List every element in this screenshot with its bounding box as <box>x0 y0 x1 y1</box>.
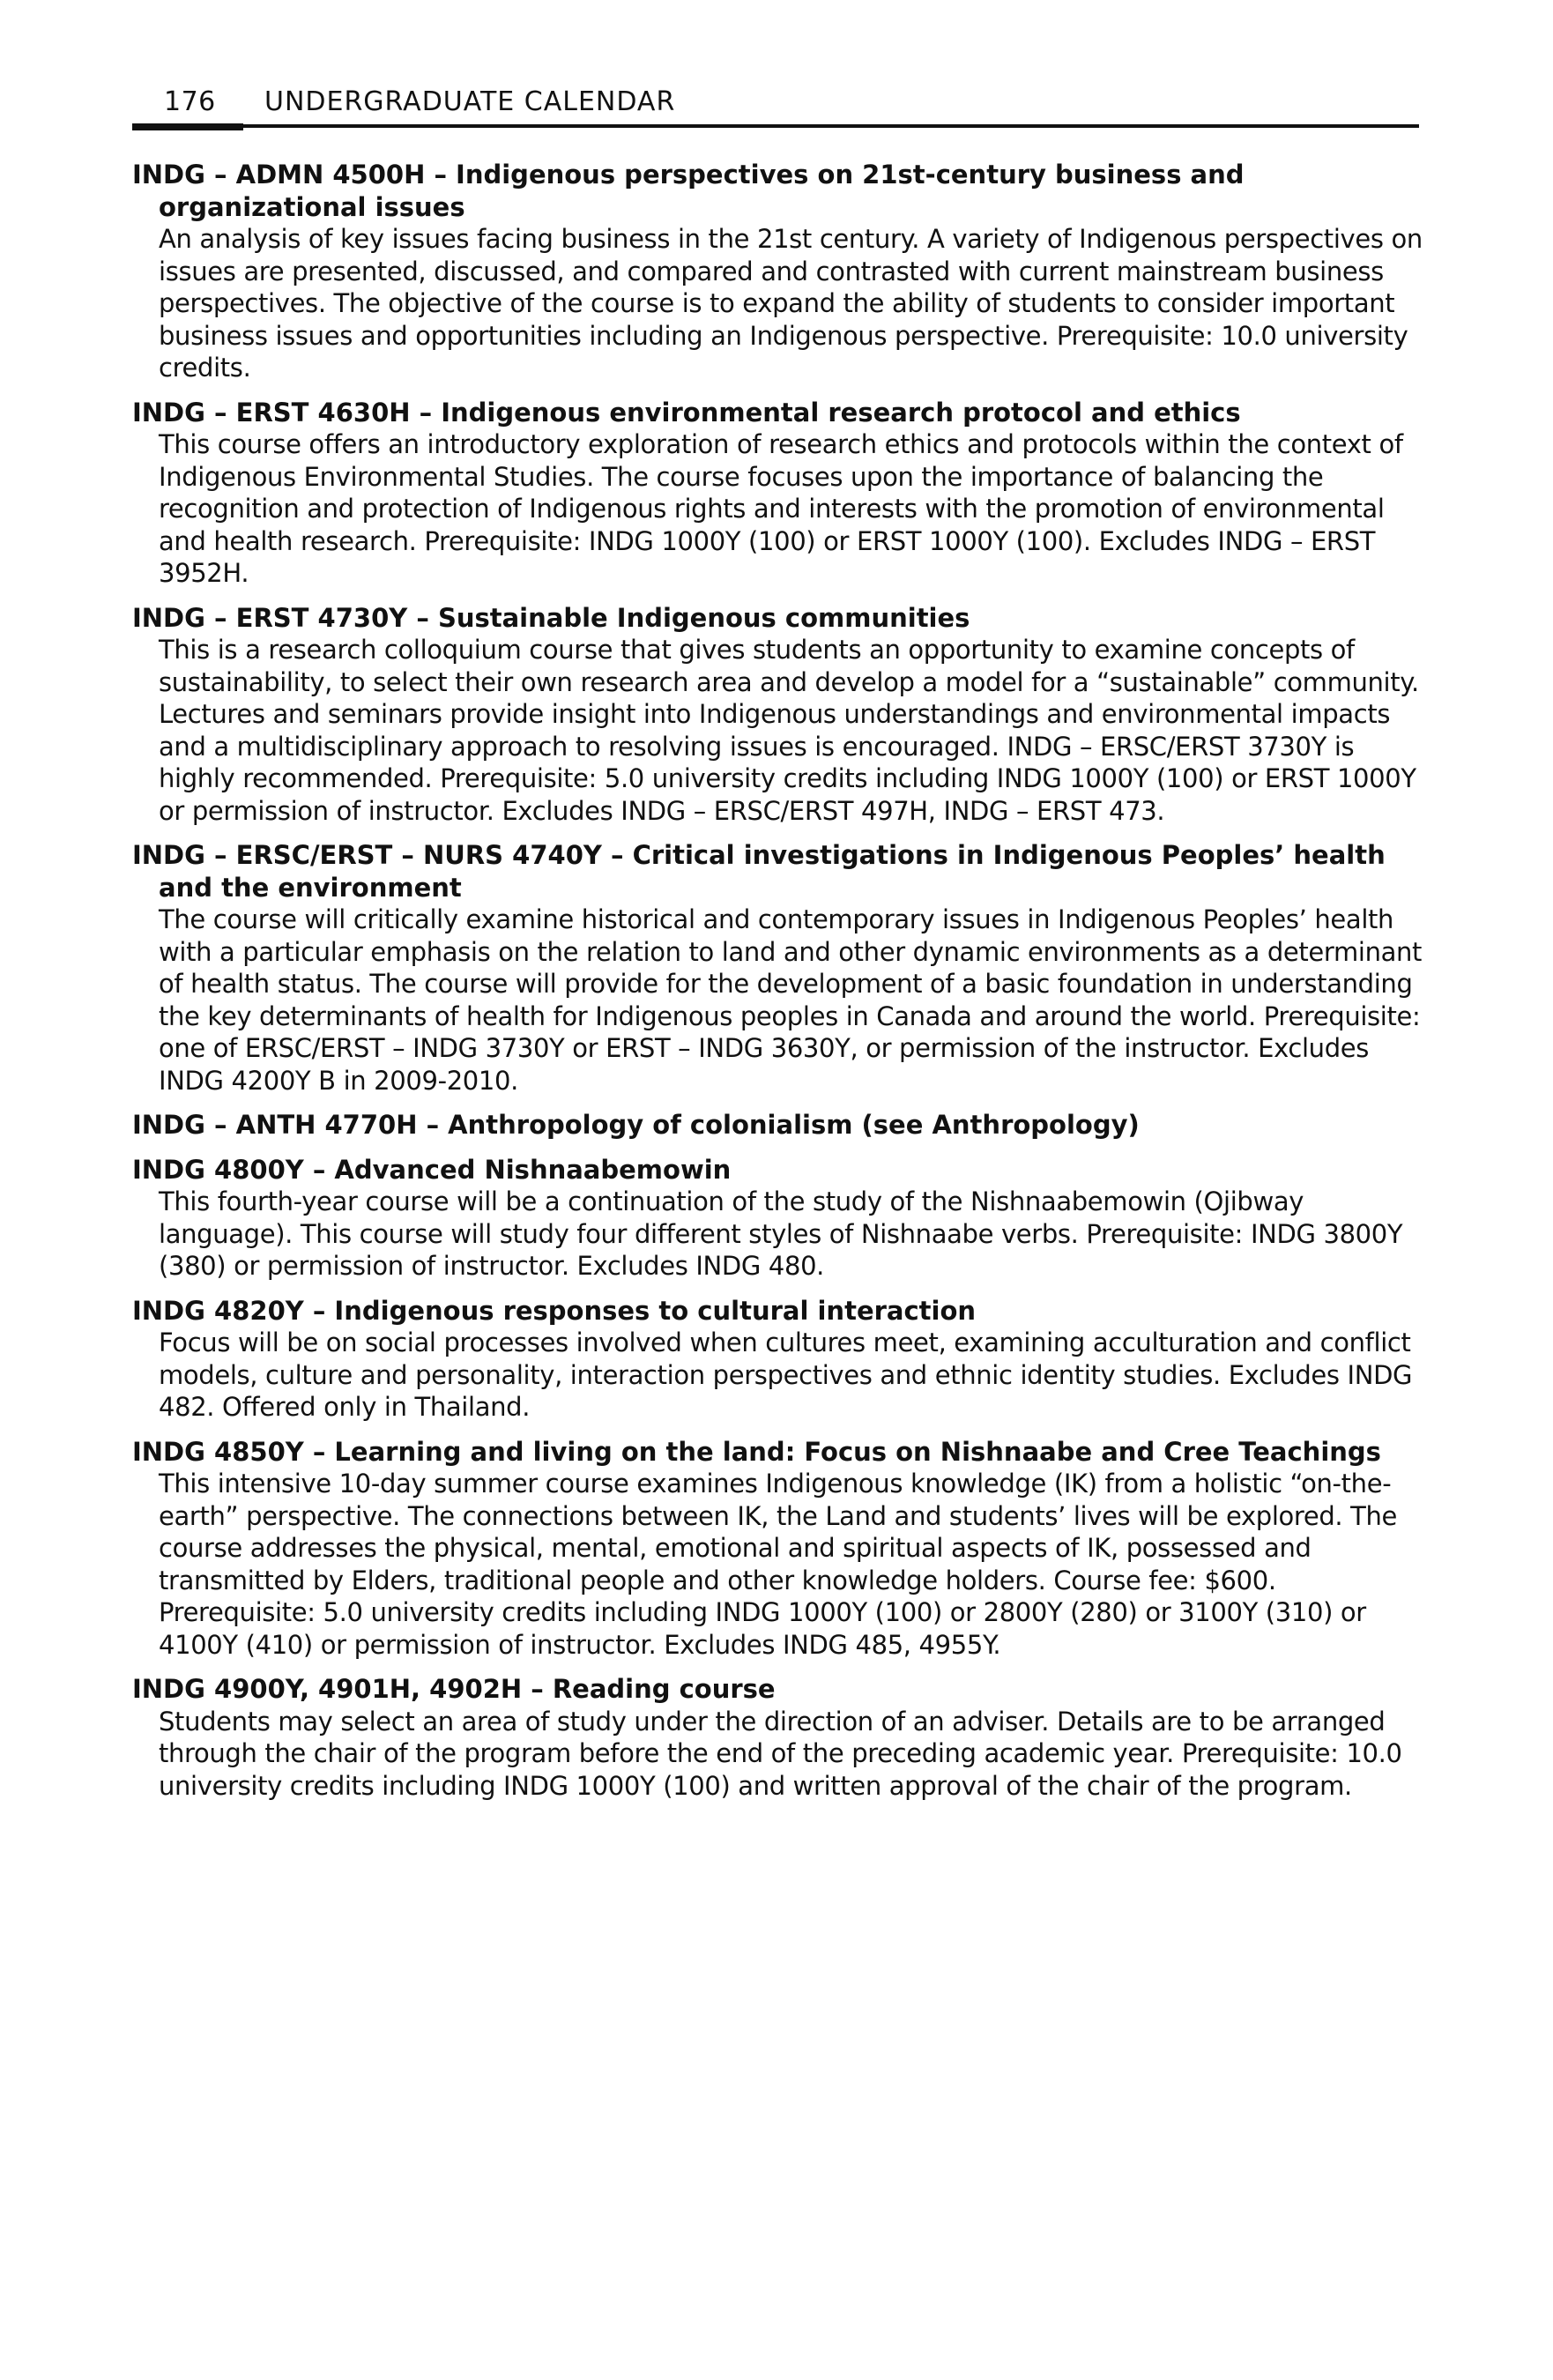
course-title: INDG – ERST 4630H – Indigenous environmental research protocol and ethics <box>132 397 1241 428</box>
course-entry <box>132 1436 1428 1662</box>
running-title: UNDERGRADUATE CALENDAR <box>264 86 676 117</box>
course-title: INDG – ERSC/ERST – NURS 4740Y – Critical investigations in Indigenous Peoples’ health and the environment <box>132 840 1386 903</box>
course-entry <box>132 1673 1428 1802</box>
course-entry <box>132 397 1428 590</box>
course-list <box>132 159 1428 1814</box>
course-description: Focus will be on social processes involved when cultures meet, examining acculturation and conflict models, culture and personality, interaction perspectives and ethnic identity studies. Excludes INDG 482. Offered only in Thailand. <box>159 1328 1413 1422</box>
course-description: This intensive 10-day summer course examines Indigenous knowledge (IK) from a holistic “on-the-earth” perspective. The connections between IK, the Land and students’ lives will be explored. The course addresses the physical, mental, emotional and spiritual aspects of IK, possessed and transmitted by Elders, traditional people and other knowledge holders. Course fee: $600. Prerequisite: 5.0 university credits including INDG 1000Y (100) or 2800Y (280) or 3100Y (310) or 4100Y (410) or permission of instructor. Excludes INDG 485, 4955Y. <box>159 1469 1398 1660</box>
course-title: INDG 4820Y – Indigenous responses to cultural interaction <box>132 1295 977 1326</box>
course-title: INDG – ADMN 4500H – Indigenous perspectives on 21st-century business and organizational issues <box>132 160 1245 222</box>
header-rule <box>132 124 1419 128</box>
course-title: INDG – ANTH 4770H – Anthropology of colonialism (see Anthropology) <box>132 1110 1140 1140</box>
course-title: INDG – ERST 4730Y – Sustainable Indigenous communities <box>132 602 970 633</box>
course-entry <box>132 839 1428 1097</box>
course-title: INDG 4800Y – Advanced Nishnaabemowin <box>132 1154 732 1185</box>
course-description: An analysis of key issues facing business in the 21st century. A variety of Indigenous perspectives on issues are presented, discussed, and compared and contrasted with current mainstream business perspectives. The objective of the course is to expand the ability of students to consider important business issues and opportunities including an Indigenous perspective. Prerequisite: 10.0 university credits. <box>159 224 1423 383</box>
course-description: Students may select an area of study under the direction of an adviser. Details are to be arranged through the chair of the program before the end of the preceding academic year. Prerequisite: 10.0 university credits including INDG 1000Y (100) and written approval of the chair of the program. <box>159 1706 1402 1801</box>
course-entry <box>132 1109 1428 1142</box>
page-number: 176 <box>164 86 216 117</box>
page-header <box>132 81 1419 127</box>
course-description: This course offers an introductory exploration of research ethics and protocols within the context of Indigenous Environmental Studies. The course focuses upon the importance of balancing the recognition and protection of Indigenous rights and interests with the promotion of environmental and health research. Prerequisite: INDG 1000Y (100) or ERST 1000Y (100). Excludes INDG – ERST 3952H. <box>159 429 1403 588</box>
course-title: INDG 4850Y – Learning and living on the land: Focus on Nishnaabe and Cree Teachings <box>132 1436 1381 1467</box>
course-entry <box>132 1154 1428 1283</box>
course-description: This is a research colloquium course that gives students an opportunity to examine concepts of sustainability, to select their own research area and develop a model for a “sustainable” community. Lectures and seminars provide insight into Indigenous understandings and environmental impacts and a multidisciplinary approach to resolving issues is encouraged. INDG – ERSC/ERST 3730Y is highly recommended. Prerequisite: 5.0 university credits including INDG 1000Y (100) or ERST 1000Y or permission of instructor. Excludes INDG – ERSC/ERST 497H, INDG – ERST 473. <box>159 635 1419 826</box>
course-entry <box>132 159 1428 384</box>
course-title: INDG 4900Y, 4901H, 4902H – Reading course <box>132 1674 776 1704</box>
course-description: The course will critically examine historical and contemporary issues in Indigenous Peoples’ health with a particular emphasis on the relation to land and other dynamic environments as a determinant of health status. The course will provide for the development of a basic foundation in understanding the key determinants of health for Indigenous peoples in Canada and around the world. Prerequisite: one of ERSC/ERST – INDG 3730Y or ERST – INDG 3630Y, or permission of the instructor. Excludes INDG 4200Y B in 2009-2010. <box>159 904 1423 1096</box>
course-description: This fourth-year course will be a continuation of the study of the Nishnaabemowin (Ojibway language). This course will study four different styles of Nishnaabe verbs. Prerequisite: INDG 3800Y (380) or permission of instructor. Excludes INDG 480. <box>159 1186 1403 1281</box>
course-entry <box>132 1295 1428 1424</box>
course-entry <box>132 602 1428 828</box>
